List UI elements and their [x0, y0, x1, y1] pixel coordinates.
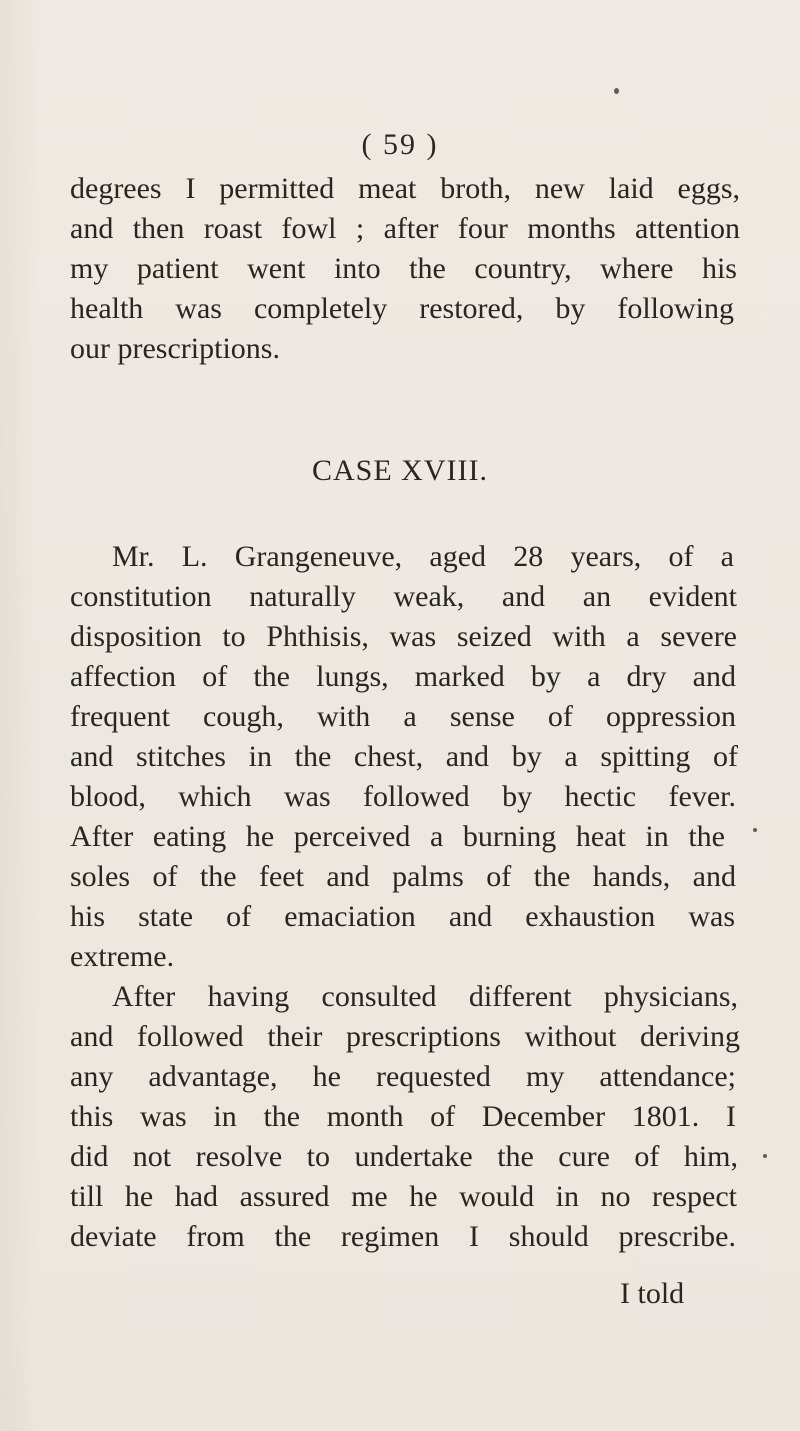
case-heading: CASE XVIII.: [312, 454, 488, 487]
paper-speck: [753, 828, 757, 832]
text-line: degrees I permitted meat broth, new laid eggs,: [70, 172, 740, 205]
paper-speck: [763, 1154, 767, 1158]
catchword: I told: [620, 1277, 685, 1310]
text-line: and followed their prescriptions without deriving: [70, 1020, 740, 1053]
text-line: my patient went into the country, where his: [70, 252, 737, 285]
text-line: After eating he perceived a burning heat in the: [70, 820, 725, 853]
text-line: till he had assured me he would in no respect: [70, 1180, 737, 1213]
paper-speck: [614, 88, 619, 94]
text-line: health was completely restored, by following: [70, 292, 734, 325]
text-line: constitution naturally weak, and an evident: [70, 580, 737, 613]
text-line: our prescriptions.: [70, 332, 280, 365]
text-line: blood, which was followed by hectic fever.: [70, 780, 736, 813]
text-line: frequent cough, with a sense of oppression: [70, 700, 736, 733]
text-line: did not resolve to undertake the cure of him,: [70, 1140, 738, 1173]
text-line: Mr. L. Grangeneuve, aged 28 years, of a: [112, 540, 734, 573]
page-number: ( 59 ): [361, 128, 439, 161]
text-line: After having consulted different physicians,: [112, 980, 738, 1013]
text-line: deviate from the regimen I should prescribe.: [70, 1220, 736, 1253]
text-line: and then roast fowl ; after four months attention: [70, 212, 740, 245]
text-line: his state of emaciation and exhaustion was: [70, 900, 735, 933]
text-line: any advantage, he requested my attendance;: [70, 1060, 736, 1093]
text-line: affection of the lungs, marked by a dry and: [70, 660, 736, 693]
text-line: disposition to Phthisis, was seized with a severe: [70, 620, 737, 653]
text-line: soles of the feet and palms of the hands, and: [70, 860, 736, 893]
text-line: this was in the month of December 1801. I: [70, 1100, 736, 1133]
text-line: and stitches in the chest, and by a spitting of: [70, 740, 738, 773]
text-line: extreme.: [70, 940, 175, 973]
